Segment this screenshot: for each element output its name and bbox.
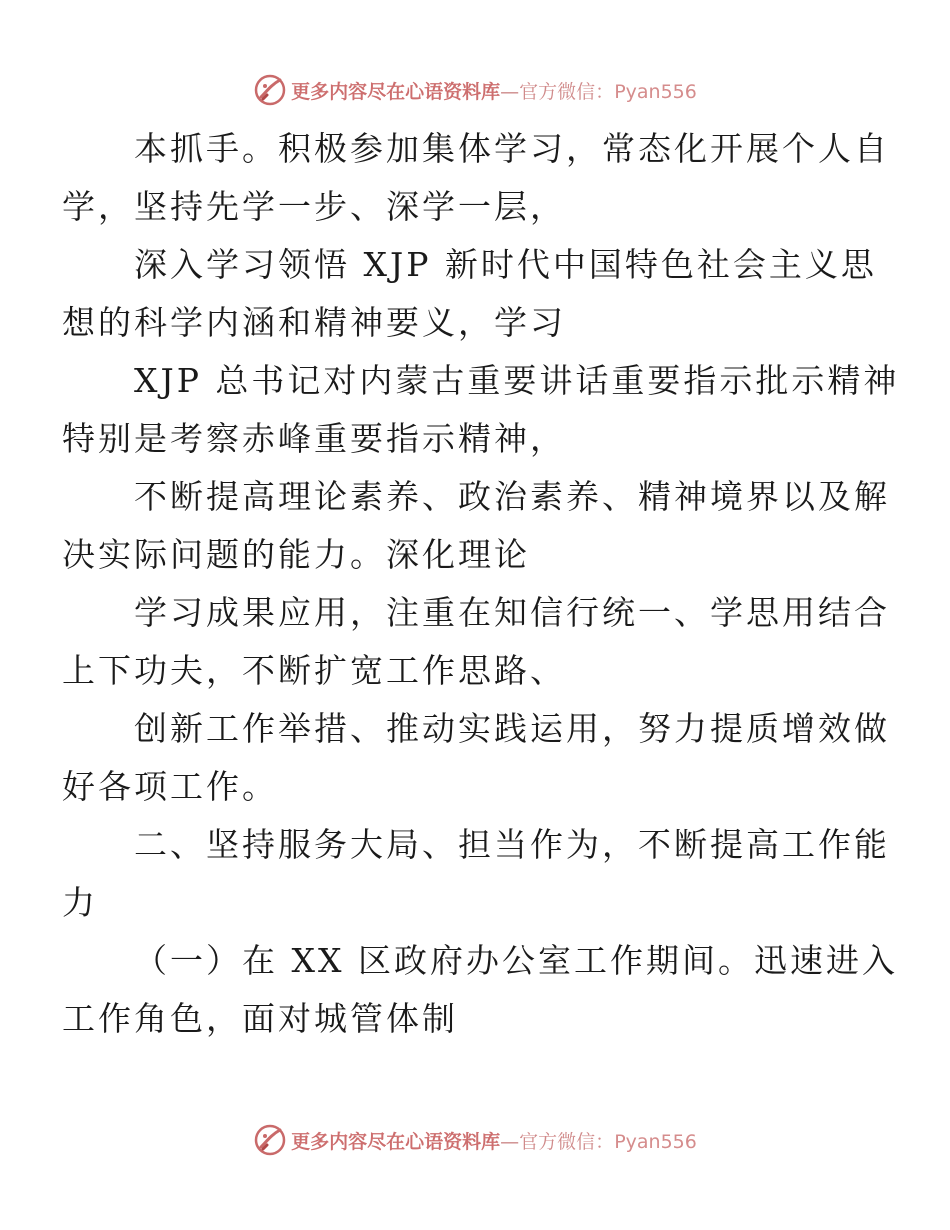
paragraph-line: 学习成果应用，注重在知信行统一、学思用结合 <box>134 593 890 632</box>
paragraph-line: （一）在 XX 区政府办公室工作期间。迅速进入 <box>134 941 898 980</box>
paragraph-1 <box>62 120 890 236</box>
paragraph-line: 二、坚持服务大局、担当作为，不断提高工作能 <box>134 825 890 864</box>
subsection-1 <box>62 932 898 1048</box>
paragraph-4 <box>62 468 890 584</box>
pen-logo-icon <box>253 73 287 107</box>
paragraph-3 <box>62 352 900 468</box>
watermark-wechat-label: 官方微信： <box>519 1130 615 1153</box>
paragraph-2 <box>62 236 877 352</box>
paragraph-line: 创新工作举措、推动实践运用，努力提质增效做 <box>134 709 890 748</box>
paragraph-line: 不断提高理论素养、政治素养、精神境界以及解 <box>134 477 890 516</box>
watermark-brand: 更多内容尽在心语资料库 <box>291 80 501 103</box>
watermark-dash: — <box>500 1130 520 1153</box>
document-body <box>62 120 900 1048</box>
paragraph-line: 本抓手。积极参加集体学习，常态化开展个人自 <box>134 129 890 168</box>
watermark-text <box>291 77 697 104</box>
paragraph-line: 想的科学内涵和精神要义，学习 <box>62 303 566 342</box>
watermark-header <box>0 70 950 110</box>
paragraph-line: 工作角色，面对城管体制 <box>62 999 458 1038</box>
paragraph-6 <box>62 700 890 816</box>
paragraph-line: 深入学习领悟 XJP 新时代中国特色社会主义思 <box>134 245 877 284</box>
paragraph-line: XJP 总书记对内蒙古重要讲话重要指示批示精神 <box>134 361 900 400</box>
paragraph-line: 上下功夫，不断扩宽工作思路、 <box>62 651 566 690</box>
paragraph-line: 好各项工作。 <box>62 767 278 806</box>
watermark-wechat-id: Pyan556 <box>614 1130 697 1153</box>
watermark-footer <box>0 1120 950 1160</box>
watermark-text <box>291 1127 697 1154</box>
paragraph-line: 特别是考察赤峰重要指示精神， <box>62 419 566 458</box>
section-heading-2 <box>62 816 890 932</box>
watermark-dash: — <box>500 80 520 103</box>
watermark-brand: 更多内容尽在心语资料库 <box>291 1130 501 1153</box>
paragraph-line: 学，坚持先学一步、深学一层， <box>62 187 566 226</box>
watermark-wechat-id: Pyan556 <box>614 80 697 103</box>
pen-logo-icon <box>253 1123 287 1157</box>
paragraph-5 <box>62 584 890 700</box>
paragraph-line: 力 <box>62 883 98 922</box>
paragraph-line: 决实际问题的能力。深化理论 <box>62 535 530 574</box>
watermark-wechat-label: 官方微信： <box>519 80 615 103</box>
